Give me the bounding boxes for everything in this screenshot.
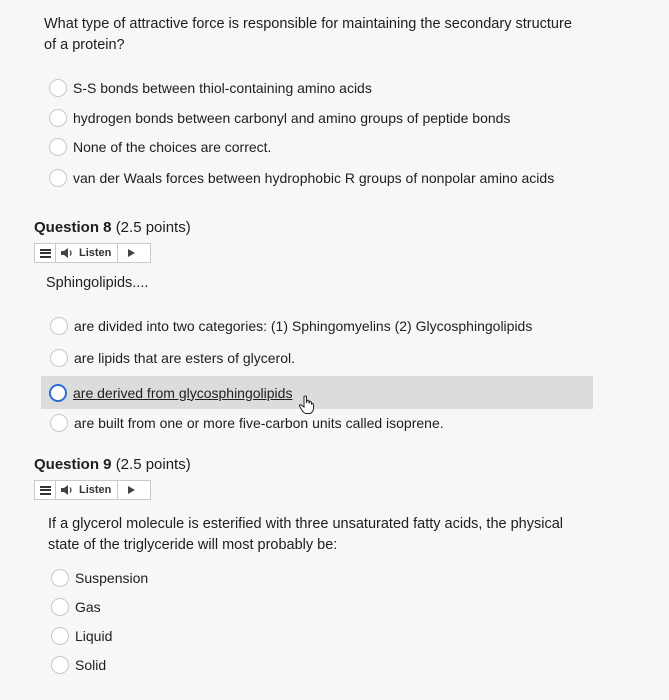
q9-option-3[interactable] bbox=[0, 621, 669, 651]
option-label: hydrogen bonds between carbonyl and amino groups of peptide bonds bbox=[73, 110, 511, 126]
q9-option-2[interactable] bbox=[0, 592, 669, 622]
q9-option-4[interactable] bbox=[0, 650, 669, 680]
q9-prompt-line2: state of the triglyceride will most probably be: bbox=[48, 537, 338, 553]
q9-option-1[interactable] bbox=[0, 563, 669, 593]
q9-title: Question 9 bbox=[34, 456, 112, 473]
radio-button[interactable] bbox=[51, 569, 69, 587]
option-label: are derived from glycosphingolipids bbox=[73, 384, 293, 401]
radio-button[interactable] bbox=[51, 598, 69, 616]
option-label: Suspension bbox=[75, 570, 149, 586]
q8-points: (2.5 points) bbox=[115, 219, 191, 236]
option-label: are lipids that are esters of glycerol. bbox=[74, 350, 295, 366]
q9-prompt-line1: If a glycerol molecule is esterified with three unsaturated fatty acids, the physical bbox=[48, 516, 564, 532]
option-label: van der Waals forces between hydrophobic R groups of nonpolar amino acids bbox=[73, 170, 555, 186]
radio-button[interactable] bbox=[51, 627, 69, 645]
q9-points: (2.5 points) bbox=[115, 456, 191, 473]
listen-label: Listen bbox=[79, 484, 112, 496]
option-label: Solid bbox=[75, 657, 107, 673]
option-label: are built from one or more five-carbon units called isoprene. bbox=[74, 415, 444, 431]
option-label: Gas bbox=[75, 599, 101, 615]
option-label: S-S bonds between thiol-containing amino acids bbox=[73, 80, 372, 96]
option-label: are divided into two categories: (1) Sphingomyelins (2) Glycosphingolipids bbox=[74, 318, 533, 334]
radio-button[interactable] bbox=[51, 656, 69, 674]
q7-prompt-line2: of a protein? bbox=[44, 37, 125, 53]
q8-prompt: Sphingolipids.... bbox=[46, 275, 149, 291]
q7-prompt-line1: What type of attractive force is responsible for maintaining the secondary structure bbox=[44, 16, 572, 32]
q8-title: Question 8 bbox=[34, 219, 112, 236]
option-label: None of the choices are correct. bbox=[73, 139, 272, 155]
option-label: Liquid bbox=[75, 628, 113, 644]
listen-label: Listen bbox=[79, 247, 112, 259]
